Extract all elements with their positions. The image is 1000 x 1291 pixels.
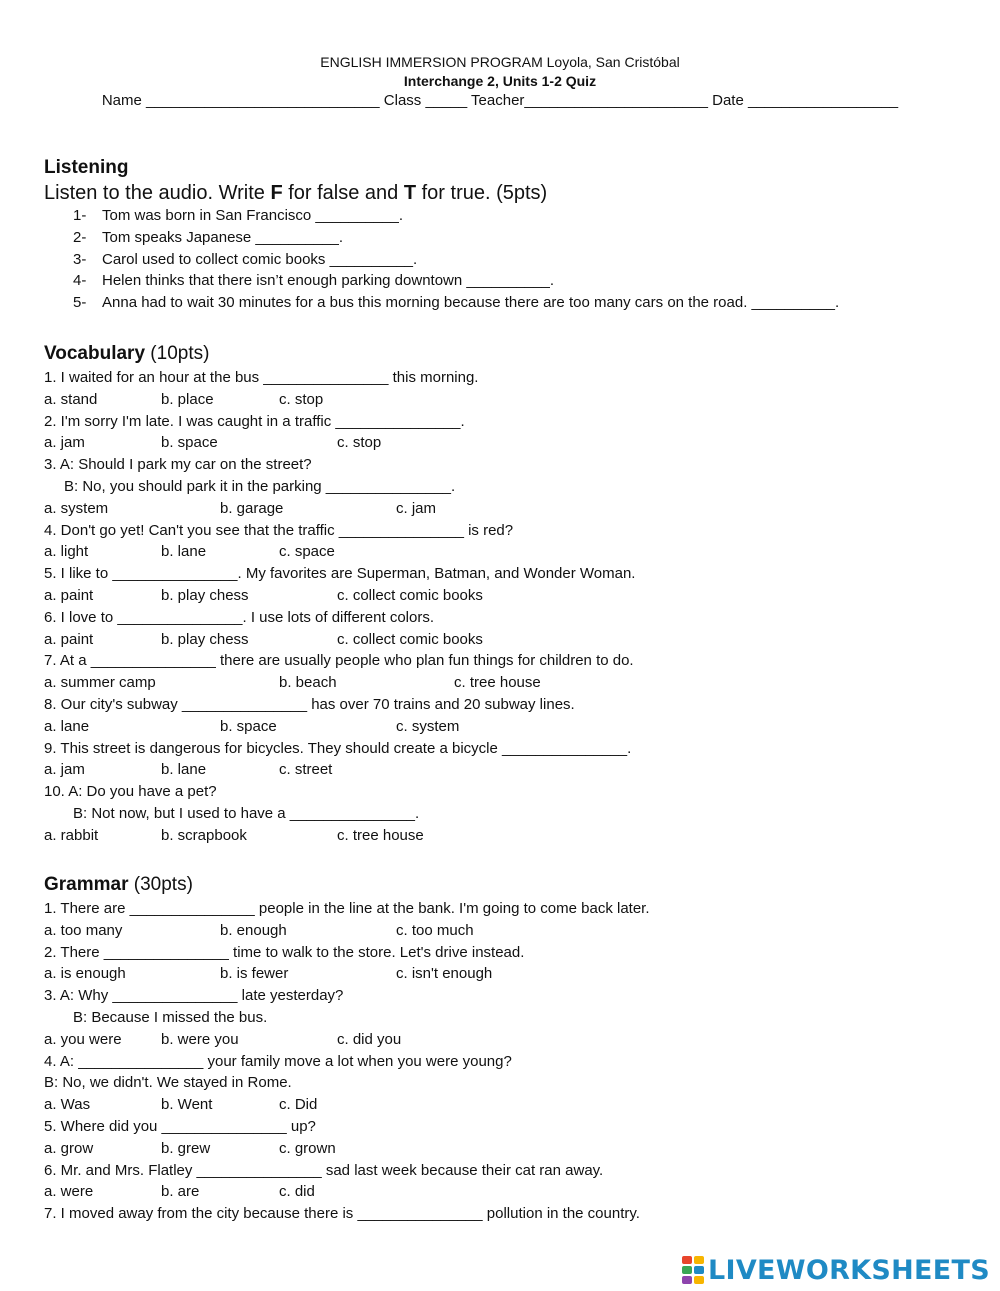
grammar-question-4a: 4. A: _______________ your family move a lot when you were young? [44, 1052, 512, 1070]
grammar-question-7: 7. I moved away from the city because there is _______________ pollution in the country. [44, 1205, 640, 1223]
liveworksheets-logo[interactable] [682, 1253, 990, 1287]
vocab-options-1: a. stand b. place c. stop [44, 390, 324, 408]
vocab-question-6: 6. I love to _______________. I use lots of different colors. [44, 608, 434, 626]
grammar-question-3b: B: Because I missed the bus. [73, 1008, 268, 1026]
grammar-title: Grammar (30pts) [44, 874, 193, 895]
listening-section [44, 155, 964, 314]
listening-items [44, 205, 964, 314]
vocab-question-9: 9. This street is dangerous for bicycles. They should create a bicycle _______________. [44, 739, 632, 757]
vocab-options-2: a. jam b. space c. stop [44, 434, 382, 452]
vocab-options-7: a. summer camp b. beach c. tree house [44, 674, 541, 692]
list-item: 4- Helen thinks that there isn’t enough parking downtown __________. [73, 272, 554, 290]
vocab-options-9: a. jam b. lane c. street [44, 761, 333, 779]
grammar-question-1: 1. There are _______________ people in the line at the bank. I'm going to come back later. [44, 900, 650, 917]
listening-instruction: Listen to the audio. Write F for false and T for true. (5pts) [44, 182, 548, 204]
logo-square [694, 1266, 704, 1274]
logo-square [682, 1266, 692, 1274]
list-item: 2- Tom speaks Japanese __________. [73, 228, 344, 246]
grammar-question-3a: 3. A: Why _______________ late yesterday? [44, 987, 344, 1005]
vocab-question-3a: 3. A: Should I park my car on the street? [44, 456, 312, 474]
vocab-question-4: 4. Don't go yet! Can't you see that the traffic _______________ is red? [44, 521, 514, 539]
list-item: 3- Carol used to collect comic books __________. [73, 250, 418, 268]
vocab-options-6: a. paint b. play chess c. collect comic books [44, 630, 483, 648]
grammar-question-2: 2. There _______________ time to walk to the store. Let's drive instead. [44, 943, 525, 961]
listening-title: Listening [44, 157, 129, 178]
vocab-options-5: a. paint b. play chess c. collect comic books [44, 586, 483, 604]
grammar-question-5: 5. Where did you _______________ up? [44, 1117, 316, 1135]
grammar-options-3: a. you were b. were you c. did you [44, 1030, 402, 1048]
grammar-options-4: a. Was b. Went c. Did [44, 1096, 318, 1114]
grammar-section [44, 872, 964, 1225]
list-item: 5- Anna had to wait 30 minutes for a bus this morning because there are too many cars on the road. __________. [73, 294, 840, 312]
vocab-options-10: a. rabbit b. scrapbook c. tree house [44, 826, 424, 844]
vocab-question-1: 1. I waited for an hour at the bus _______________ this morning. [44, 369, 479, 386]
logo-square [682, 1276, 692, 1284]
vocab-options-4: a. light b. lane c. space [44, 543, 335, 561]
vocab-question-7: 7. At a _______________ there are usually people who plan fun things for children to do. [44, 652, 634, 670]
grammar-options-1: a. too many b. enough c. too much [44, 921, 474, 939]
logo-text: LIVEWORKSHEETS [707, 1254, 990, 1286]
logo-square [694, 1256, 704, 1264]
vocab-question-8: 8. Our city's subway _______________ has over 70 trains and 20 subway lines. [44, 695, 575, 713]
worksheet-header [0, 53, 1000, 110]
grammar-question-4b: B: No, we didn't. We stayed in Rome. [44, 1074, 292, 1092]
vocab-question-3b: B: No, you should park it in the parking _______________. [64, 477, 456, 495]
grammar-options-2: a. is enough b. is fewer c. isn't enough [44, 965, 493, 983]
program-name: ENGLISH IMMERSION PROGRAM Loyola, San Cristóbal [320, 54, 680, 70]
vocabulary-title: Vocabulary (10pts) [44, 343, 210, 364]
vocab-question-5: 5. I like to _______________. My favorites are Superman, Batman, and Wonder Woman. [44, 565, 636, 583]
vocabulary-section [44, 341, 964, 847]
vocab-question-2: 2. I'm sorry I'm late. I was caught in a traffic _______________. [44, 412, 465, 430]
vocab-options-8: a. lane b. space c. system [44, 717, 460, 735]
grammar-options-5: a. grow b. grew c. grown [44, 1139, 336, 1157]
quiz-title: Interchange 2, Units 1-2 Quiz [403, 73, 597, 89]
grammar-options-6: a. were b. are c. did [44, 1183, 315, 1201]
vocab-question-10b: B: Not now, but I used to have a _______________. [73, 804, 420, 822]
vocab-question-10a: 10. A: Do you have a pet? [44, 783, 217, 801]
list-item: 1- Tom was born in San Francisco __________. [73, 207, 404, 224]
student-info-line: Name ____________________________ Class _____ Teacher______________________ Date __________________ [101, 92, 899, 109]
logo-square [682, 1256, 692, 1264]
vocab-options-3: a. system b. garage c. jam [44, 499, 437, 517]
logo-square [694, 1276, 704, 1284]
grammar-question-6: 6. Mr. and Mrs. Flatley _______________ sad last week because their cat ran away. [44, 1161, 604, 1179]
liveworksheets-mark-icon [682, 1256, 704, 1284]
